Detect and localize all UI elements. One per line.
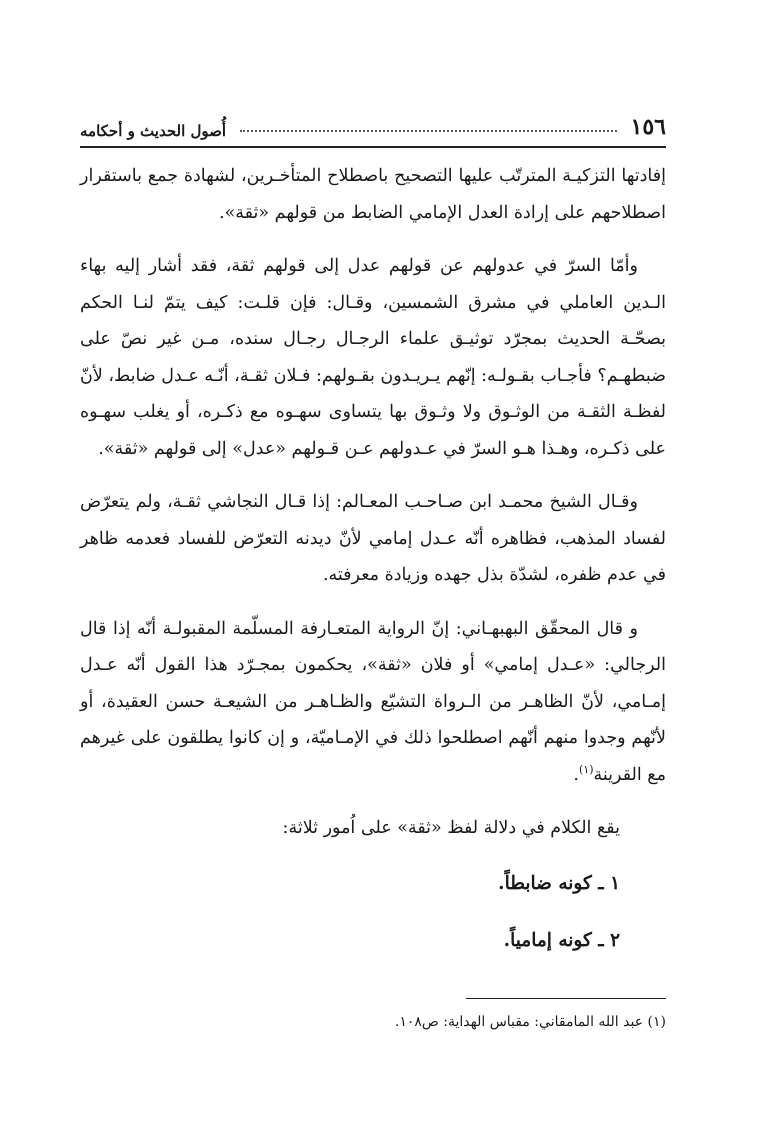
footnote-reference: (١) <box>578 762 594 776</box>
paragraph-3: وقـال الشيخ محمـد ابن صـاحـب المعـالم: إذا قـال النجاشي ثقـة، ولم يتعرّض لفساد المذهب، فظاهره أنّه عـدل إمامي لأنّ ديدنه التعرّض للفساد فعدمه ظاهر في عدم ظفره، لشدّة بذل جهده وزيادة معرفته. <box>80 492 666 585</box>
header-dotted-leader <box>240 130 617 132</box>
list-intro: يقع الكلام في دلالة لفظ «ثقة» على اُمور ثلاثة: <box>282 818 620 838</box>
header-rule <box>80 146 666 148</box>
body-text <box>80 158 666 978</box>
paragraph-2: وأمّا السرّ في عدولهم عن قولهم عدل إلى قولهم ثقة، فقد أشار إليه بهاء الـدين العاملي في مشرق الشمسين، وقـال: فإن قلـت: كيف يتمّ لنـا الحكم بصحّـة الحديث بمجرّد توثيـق علماء الرجـال رجـال سنده، مـن غير نصّ على ضبطهـم؟ فأجـاب بقـولـه: إنّهم يـريـدون بقـولهم: فـلان ثقـة، أنّـه عـدل ضابط، لأنّ لفظـة الثقـة من الوثـوق ولا وثـوق بها يتساوى سهـوه مع ذكـره، أو يغلب سهـوه على ذكـره، وهـذا هـو السرّ في عـدولهم عـن قـولهم «عدل» إلى قولهم «ثقة». <box>80 256 666 459</box>
footnote: (١) عبد الله المامقاني: مقباس الهداية: ص١٠٨. <box>394 1014 666 1030</box>
page-number: ١٥٦ <box>630 114 666 140</box>
paragraph-4-text: و قال المحقّق البهبهـاني: إنّ الرواية المتعـارفة المسلّمة المقبولـة أنّه إذا قال الرجالي: «عـدل إمامي» أو فلان «ثقة»، يحكمون بمجـرّد هذا القول أنّه عـدل إمـامي، لأنّ الظاهـر من الـرواة التشيّع والظـاهـر من الشيعـة حسن العقيدة، أو لأنّهم وجدوا منهم أنّهم اصطلحوا ذلك في الإمـاميّة، و إن كانوا يطلقون على غيرهم مع القرينة <box>80 618 666 785</box>
list-item-1: ١ ـ كونه ضابطاً. <box>498 872 620 894</box>
page-header <box>80 104 666 140</box>
running-title: أُصول الحديث و أحكامه <box>80 122 227 140</box>
paragraph-1: إفادتها التزكيـة المترتّب عليها التصحيح باصطلاح المتأخـرين، لشهادة جمع باستقرار اصطلاحهم على إرادة العدل الإمامي الضابط من قولهم «ثقة». <box>80 166 666 223</box>
paragraph-4: و قال المحقّق البهبهـاني: إنّ الرواية المتعـارفة المسلّمة المقبولـة أنّه إذا قال الرجالي: «عـدل إمامي» أو فلان «ثقة»، يحكمون بمجـرّد هذا القول أنّه عـدل إمـامي، لأنّ الظاهـر من الـرواة التشيّع والظـاهـر من الشيعـة حسن العقيدة، أو لأنّهم وجدوا منهم أنّهم اصطلحوا ذلك في الإمـاميّة، و إن كانوا يطلقون على غيرهم مع القرينة$^{(١)}$. <box>80 618 666 785</box>
footnote-rule <box>466 998 666 999</box>
list-item-2: ٢ ـ كونه إمامياً. <box>503 929 620 951</box>
